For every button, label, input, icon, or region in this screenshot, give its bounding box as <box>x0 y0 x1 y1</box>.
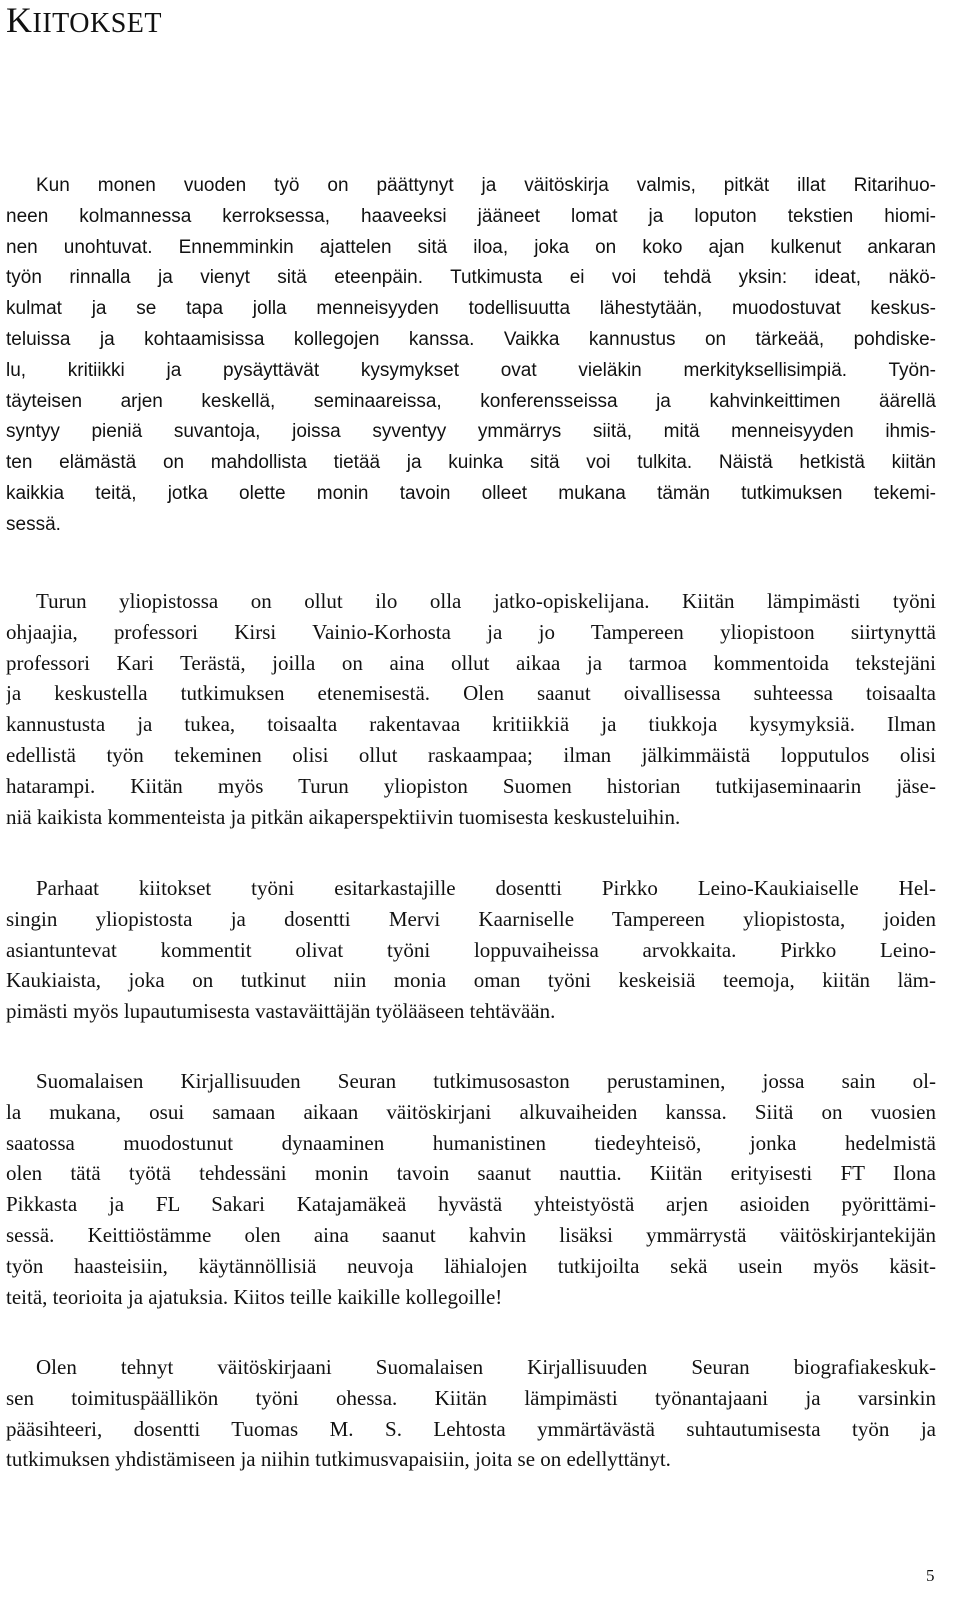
page-title <box>6 0 162 44</box>
paragraph-line: la mukana, osui samaan aikaan väitöskirjani alkuvaiheiden kanssa. Siitä on vuosien <box>6 1099 936 1124</box>
paragraph-line: saatossa muodostunut dynaaminen humanistinen tiedeyhteisö, jonka hedelmistä <box>6 1130 936 1155</box>
page-number: 5 <box>926 1566 935 1585</box>
paragraph-line: neen kolmannessa kerroksessa, haaveeksi jääneet lomat ja loputon tekstien hiomi- <box>6 205 936 227</box>
paragraph-line: professori Kari Terästä, joilla on aina ollut aikaa ja tarmoa kommentoida tekstejäni <box>6 650 936 675</box>
paragraph-examiners <box>6 873 936 1027</box>
paragraph-line: kulmat ja se tapa jolla menneisyyden todellisuutta lähestytään, muodostuvat keskus- <box>6 298 936 320</box>
paragraph-line: syntyy pieniä suvantoja, joissa syventyy ymmärrys siitä, mitä menneisyyden ihmis- <box>6 421 936 443</box>
paragraph-line: kaikkia teitä, jotka olette monin tavoin olleet mukana tämän tutkimuksen tekemi- <box>6 482 936 504</box>
paragraph-line: teluissa ja kohtaamisissa kollegojen kanssa. Vaikka kannustus on tärkeää, pohdiske- <box>6 328 936 350</box>
paragraph-line: hatarampi. Kiitän myös Turun yliopiston Suomen historian tutkijaseminaarin jäse- <box>6 773 936 798</box>
paragraph-employer <box>6 1352 936 1475</box>
paragraph-line: nen unohtuvat. Ennemminkin ajattelen sitä iloa, joka on koko ajan kulkenut ankaran <box>6 236 936 258</box>
paragraph-line: Turun yliopistossa on ollut ilo olla jatko-opiskelijana. Kiitän lämpimästi työni <box>36 589 936 613</box>
paragraph-line: Pikkasta ja FL Sakari Katajamäkeä hyvästä yhteistyöstä arjen asioiden pyörittämi- <box>6 1192 936 1217</box>
paragraph-line: kannustusta ja tukea, toisaalta rakentavaa kritiikkiä ja tiukkoja kysymyksiä. Ilman <box>6 712 936 737</box>
paragraph-line: täyteisen arjen keskellä, seminaareissa, konferensseissa ja kahvinkeittimen äärellä <box>6 390 936 412</box>
paragraph-line: singin yliopistosta ja dosentti Mervi Kaarniselle Tampereen yliopistosta, joiden <box>6 906 936 931</box>
paragraph-line: Suomalaisen Kirjallisuuden Seuran tutkimusosaston perustaminen, jossa sain ol- <box>36 1069 936 1093</box>
paragraph-line: sen toimituspäällikön työni ohessa. Kiitän lämpimästi työnantajaani ja varsinkin <box>6 1385 936 1410</box>
paragraph-line: tutkimuksen yhdistämiseen ja niihin tutkimusvapaisiin, joita se on edellyttänyt. <box>6 1447 671 1472</box>
paragraph-line: Olen tehnyt väitöskirjaani Suomalaisen Kirjallisuuden Seuran biografiakeskuk- <box>36 1355 936 1379</box>
paragraph-line: Kun monen vuoden työ on päättynyt ja väitöskirja valmis, pitkät illat Ritarihuo- <box>36 175 936 196</box>
paragraph-line: olen tätä työtä tehdessäni monin tavoin saanut nauttia. Kiitän erityisesti FT Ilona <box>6 1161 936 1186</box>
paragraph-line: ohjaajia, professori Kirsi Vainio-Korhosta ja jo Tampereen yliopistoon siirtynyttä <box>6 619 936 644</box>
paragraph-line: ten elämästä on mahdollista tietää ja kuinka sitä voi tulkita. Näistä hetkistä kiitän <box>6 452 936 474</box>
paragraph-line: niä kaikista kommenteista ja pitkän aikaperspektiivin tuomisesta keskusteluihin. <box>6 804 681 829</box>
paragraph-supervisors <box>6 586 936 832</box>
page-title-initial: K <box>6 0 33 40</box>
paragraph-line: pääsihteeri, dosentti Tuomas M. S. Lehtosta ymmärtävästä suhtautumisesta työn ja <box>6 1416 936 1441</box>
paragraph-line: työn haasteisiin, käytännöllisiä neuvoja lähialojen tutkijoilta sekä usein myös käsit- <box>6 1253 936 1278</box>
paragraph-line: työn rinnalla ja vienyt sitä eteenpäin. Tutkimusta ei voi tehdä yksin: ideat, näkö- <box>6 267 936 289</box>
paragraph-line: pimästi myös lupautumisesta vastaväittäjän työlääseen tehtävään. <box>6 999 556 1024</box>
paragraph-line: edellistä työn tekeminen olisi ollut raskaampaa; ilman jälkimmäistä lopputulos olisi <box>6 742 936 767</box>
paragraph-line: asiantuntevat kommentit olivat työni loppuvaiheissa arvokkaita. Pirkko Leino- <box>6 937 936 962</box>
paragraph-line: ja keskustella tutkimuksen etenemisestä. Olen saanut oivallisessa suhteessa toisaalta <box>6 681 936 706</box>
paragraph-line: sessä. <box>6 513 61 535</box>
paragraph-line: teitä, teorioita ja ajatuksia. Kiitos teille kaikille kollegoille! <box>6 1284 503 1309</box>
paragraph-line: Kaukiaista, joka on tutkinut niin monia oman työni keskeisiä teemoja, kiitän läm- <box>6 968 936 993</box>
paragraph-line: Parhaat kiitokset työni esitarkastajille dosentti Pirkko Leino-Kaukiaiselle Hel- <box>36 876 936 900</box>
page-title-rest: IITOKSET <box>32 8 162 39</box>
paragraph-line: sessä. Keittiöstämme olen aina saanut kahvin lisäksi ymmärrystä väitöskirjantekijän <box>6 1222 936 1247</box>
paragraph-intro <box>6 171 936 541</box>
paragraph-line: lu, kritiikki ja pysäyttävät kysymykset ovat vieläkin merkityksellisimpiä. Työn- <box>6 359 936 381</box>
paragraph-colleagues <box>6 1066 936 1312</box>
